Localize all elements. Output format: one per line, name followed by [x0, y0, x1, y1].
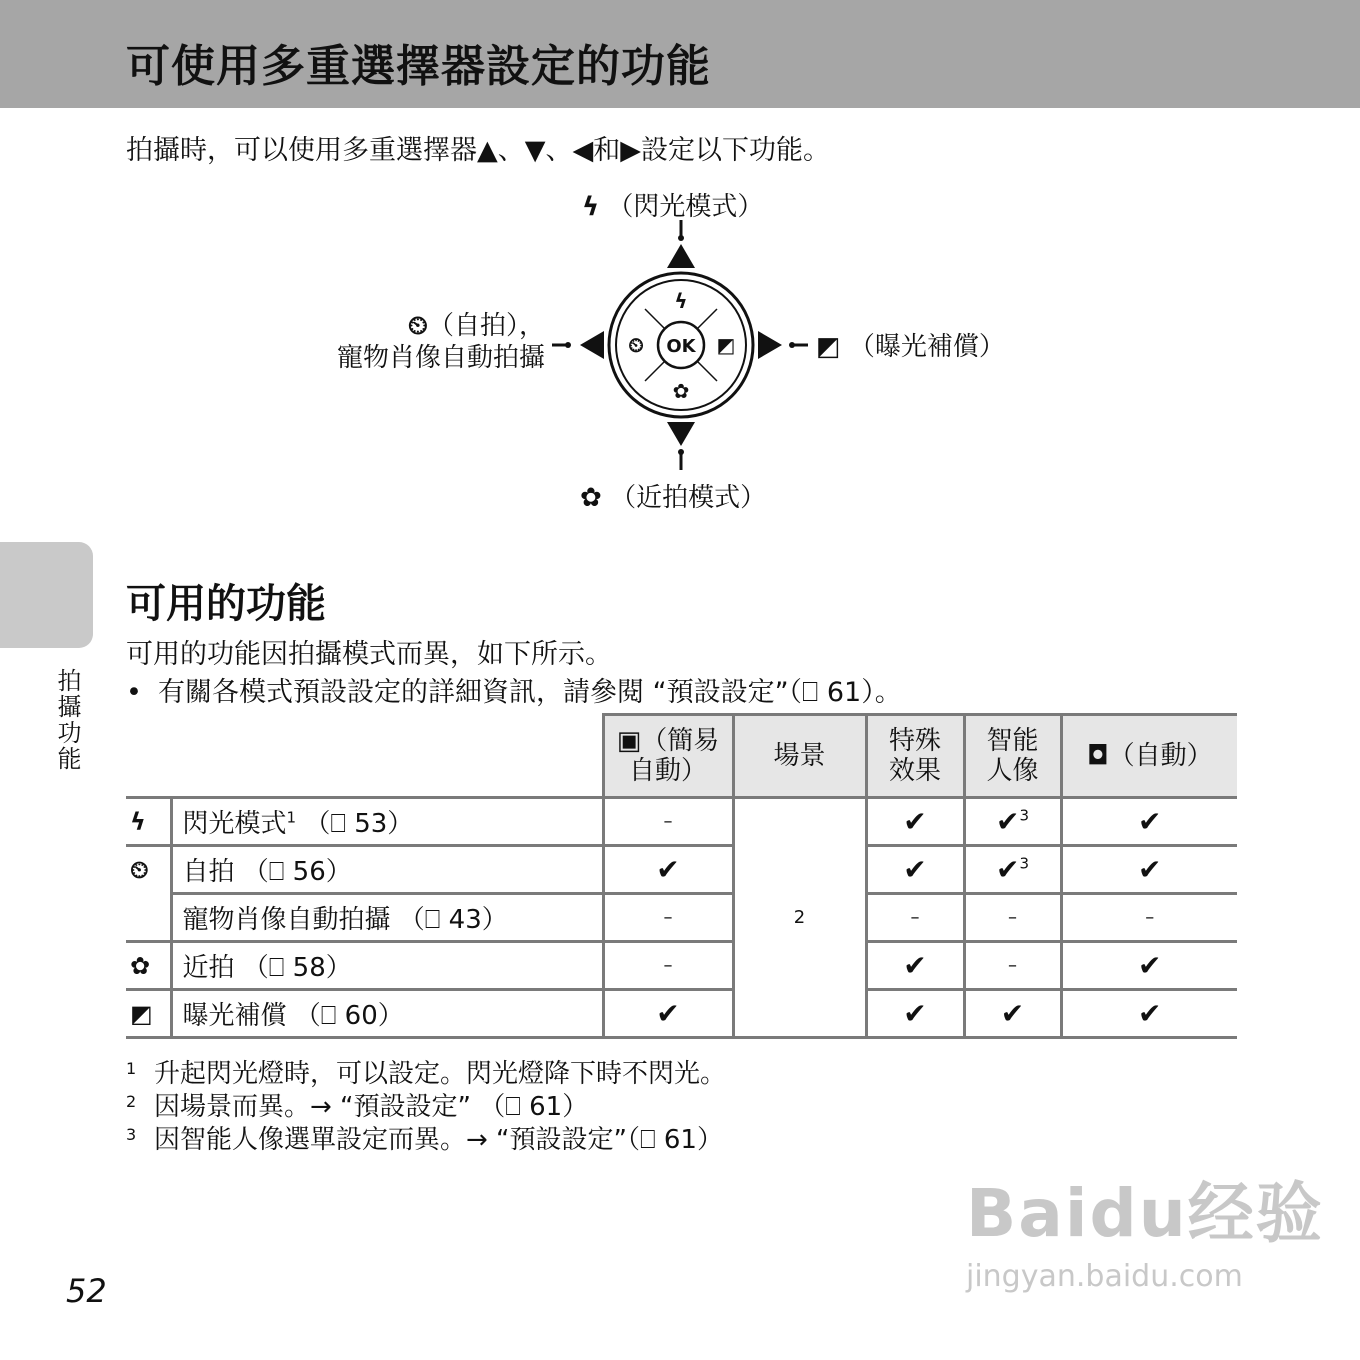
cell-special: ✔: [866, 990, 964, 1038]
table-header-row: [126, 715, 1237, 798]
function-table: [126, 713, 1237, 1039]
header-special-effects: 特殊 效果: [866, 715, 964, 798]
row-name: 近拍 （⎕ 58）: [171, 942, 603, 990]
table-row: [126, 894, 1237, 942]
cell-easy: –: [603, 894, 733, 942]
dial-exposure-comp-icon: ◩: [716, 333, 736, 357]
chapter-label: 拍攝功能: [53, 668, 81, 772]
macro-icon: ✿: [580, 483, 602, 513]
cell-scene: 2: [733, 798, 866, 1038]
cell-auto: ✔: [1061, 942, 1237, 990]
header-smart-portrait: 智能 人像: [964, 715, 1061, 798]
row-icon-blank: [126, 894, 171, 942]
exposure-comp-label: ◩ （曝光補償）: [816, 332, 1005, 362]
row-name: 自拍 （⎕ 56）: [171, 846, 603, 894]
flash-icon: ϟ: [126, 798, 171, 846]
cell-auto: ✔: [1061, 846, 1237, 894]
cell-easy: –: [603, 798, 733, 846]
row-name: 閃光模式$^1$ （⎕ 53）: [171, 798, 603, 846]
header-auto: ◘（自動）: [1061, 715, 1237, 798]
section-description: 可用的功能因拍攝模式而異，如下所示。: [126, 639, 612, 670]
cell-auto: ✔: [1061, 798, 1237, 846]
table-row: [126, 798, 1237, 846]
flash-mode-label: ϟ （閃光模式）: [582, 192, 764, 222]
cell-easy: –: [603, 942, 733, 990]
down-arrow-icon: [667, 422, 695, 446]
footnotes: [126, 1058, 726, 1157]
cell-smart: –: [964, 942, 1061, 990]
table-row: [126, 846, 1237, 894]
ok-label: OK: [666, 336, 696, 357]
title-bar: [0, 0, 1360, 108]
self-timer-label: ⏲（自拍）， 寵物肖像自動拍攝: [336, 311, 545, 373]
exposure-comp-icon: ◩: [126, 990, 171, 1038]
footnote: 1 升起閃光燈時，可以設定。閃光燈降下時不閃光。: [126, 1059, 727, 1089]
dial-flash-icon: ϟ: [674, 289, 688, 313]
cell-special: ✔: [866, 846, 964, 894]
cell-easy: ✔: [603, 846, 733, 894]
bullet-icon: •: [126, 677, 142, 708]
cell-auto: ✔: [1061, 990, 1237, 1038]
table-row: [126, 990, 1237, 1038]
header-scene: 場景: [733, 715, 866, 798]
table-row: [126, 942, 1237, 990]
cell-special: ✔: [866, 798, 964, 846]
cell-smart: ✔: [964, 990, 1061, 1038]
watermark: [966, 1160, 1324, 1294]
chapter-tab: [0, 542, 93, 648]
flash-icon: ϟ: [582, 192, 600, 222]
intro-text: 拍攝時，可以使用多重選擇器▲、▼、◀和▶設定以下功能。: [126, 135, 831, 166]
section-title: 可用的功能: [126, 581, 326, 627]
dial-self-timer-icon: ⏲: [628, 333, 644, 357]
watermark-url: jingyan.baidu.com: [966, 1259, 1243, 1294]
right-arrow-icon: [758, 331, 782, 359]
cell-special: ✔: [866, 942, 964, 990]
row-name: 曝光補償 （⎕ 60）: [171, 990, 603, 1038]
footnote: 3 因智能人像選單設定而異。→ “預設設定”（⎕ 61）: [126, 1125, 723, 1155]
macro-mode-label: ✿ （近拍模式）: [580, 483, 767, 513]
self-timer-icon: ⏲: [130, 856, 149, 885]
footnote: 2 因場景而異。→ “預設設定” （⎕ 61）: [126, 1092, 589, 1122]
easy-auto-icon: ▣: [616, 726, 642, 756]
camera-icon: ◘: [1086, 741, 1109, 771]
cell-easy: ✔: [603, 990, 733, 1038]
up-arrow-icon: [667, 244, 695, 268]
header-easy-auto: ▣（簡易自動）: [603, 715, 733, 798]
cell-smart: –: [964, 894, 1061, 942]
self-timer-icon: ⏲: [407, 311, 428, 341]
cell-auto: –: [1061, 894, 1237, 942]
cell-special: –: [866, 894, 964, 942]
multi-selector-diagram: [300, 180, 1060, 520]
exposure-comp-icon: ◩: [816, 332, 841, 362]
dial-macro-icon: ✿: [672, 379, 690, 403]
bullet-item: • 有關各模式預設設定的詳細資訊，請參閱 “預設設定”（⎕ 61）。: [126, 677, 902, 708]
page-number: 52: [66, 1272, 107, 1310]
page-title: 可使用多重選擇器設定的功能: [126, 41, 711, 92]
cell-smart: ✔$^3$: [964, 798, 1061, 846]
left-arrow-icon: [580, 331, 604, 359]
row-name: 寵物肖像自動拍攝 （⎕ 43）: [171, 894, 603, 942]
watermark-logo: Baidu经验: [966, 1175, 1324, 1252]
macro-icon: ✿: [126, 942, 171, 990]
cell-smart: ✔$^3$: [964, 846, 1061, 894]
